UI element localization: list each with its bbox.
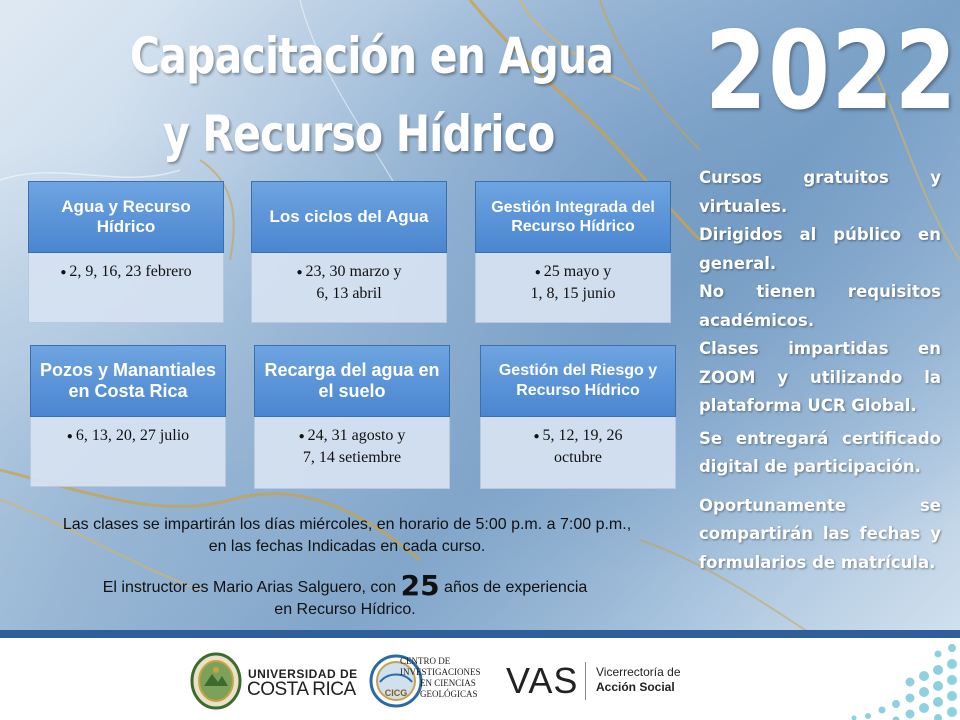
feature-requirements: No tienen requisitos académicos. [699, 282, 941, 330]
vas-divider [585, 662, 586, 700]
course-dates: ● 23, 30 marzo y 6, 13 abril [251, 253, 447, 323]
instructor-line-2: en Recurso Hídrico. [274, 601, 416, 618]
cicg-badge: CICG [384, 688, 408, 698]
feature-enrollment: Oportunamente se compartirán las fechas y formularios de matrícula. [699, 495, 941, 572]
course-title: Gestión Integrada del Recurso Hídrico [475, 181, 671, 253]
ucr-name-line-1: UNIVERSIDAD DE [248, 667, 358, 681]
footer [0, 638, 960, 720]
feature-certificate: Se entregará certificado digital de participación. [699, 428, 941, 476]
title-line-1: Capacitación en Agua [130, 27, 614, 85]
course-title: Los ciclos del Agua [251, 181, 447, 253]
vas-mark: VAS [506, 660, 579, 701]
course-card [475, 181, 671, 323]
ucr-name-line-2: COSTA RICA [247, 679, 356, 700]
course-dates: ● 2, 9, 16, 23 febrero [28, 253, 224, 323]
decorative-dots-icon [840, 638, 960, 720]
course-dates: ● 24, 31 agosto y 7, 14 setiembre [254, 417, 450, 489]
instructor-text [40, 569, 650, 621]
schedule-line-2: en las fechas Indicadas en cada curso. [208, 538, 486, 555]
course-dates: ● 5, 12, 19, 26 octubre [480, 417, 676, 489]
course-title: Gestión del Riesgo y Recurso Hídrico [480, 345, 676, 417]
title-line-2: y Recurso Hídrico [163, 105, 555, 163]
features-panel [699, 164, 941, 577]
bottom-strip [0, 630, 960, 638]
vas-name-line-2: Acción Social [596, 680, 675, 694]
course-card [251, 181, 447, 323]
feature-zoom: Clases impartidas en ZOOM y utilizando la plataforma UCR Global. [699, 339, 941, 415]
vas-name-line-1: Vicerrectoría de [596, 665, 681, 679]
course-card [30, 345, 226, 487]
feature-public: Dirigidos al público en general. [699, 225, 941, 273]
course-card [480, 345, 676, 489]
course-title: Pozos y Manantiales en Costa Rica [30, 345, 226, 417]
cicg-name: CENTRO DE INVESTIGACIONES EN CIENCIAS GEOLÓGICAS [400, 656, 481, 699]
course-dates: ● 6, 13, 20, 27 julio [30, 417, 226, 487]
course-title: Agua y Recurso Hídrico [28, 181, 224, 253]
schedule-text [22, 514, 672, 558]
course-title: Recarga del agua en el suelo [254, 345, 450, 417]
instructor-line-1: El instructor es Mario Arias Salguero, con 25 años de experiencia [102, 569, 588, 602]
schedule-line-1: Las clases se impartirán los días miércoles, en horario de 5:00 p.m. a 7:00 p.m., [62, 516, 632, 533]
course-card [28, 181, 224, 323]
year-heading: 2022 [705, 9, 959, 134]
course-card [254, 345, 450, 489]
feature-free-virtual: Cursos gratuitos y virtuales. [699, 168, 941, 216]
ucr-seal-icon [190, 652, 242, 710]
years-experience: 25 [400, 569, 440, 602]
course-dates: ● 25 mayo y 1, 8, 15 junio [475, 253, 671, 323]
